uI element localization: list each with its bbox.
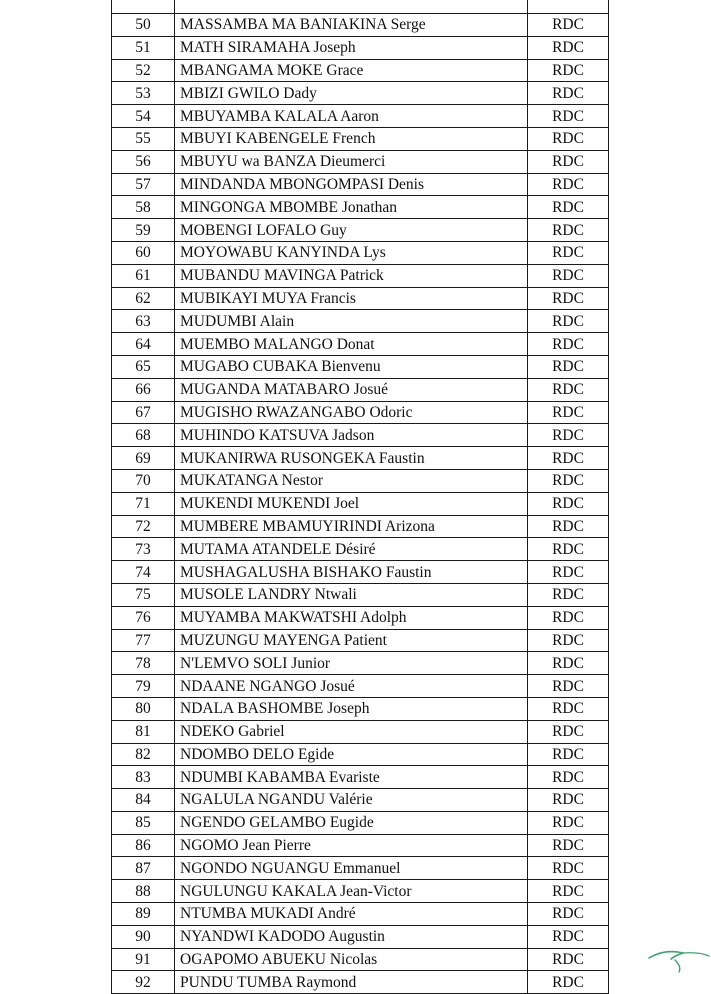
participant-name-cell: MUYAMBA MAKWATSHI Adolph [175,606,528,629]
participant-name-cell: NGALULA NGANDU Valérie [175,789,528,812]
participant-name-cell: MUMBERE MBAMUYIRINDI Arizona [175,515,528,538]
participant-name-cell: MBIZI GWILO Dady [175,82,528,105]
country-cell: RDC [528,424,609,447]
table-row [112,903,609,926]
row-number-cell: 60 [112,241,175,264]
participant-name-cell: NDALA BASHOMBE Joseph [175,697,528,720]
country-cell: RDC [528,561,609,584]
table-row [112,196,609,219]
participant-name-cell: MATH SIRAMAHA Joseph [175,36,528,59]
row-number-cell: 58 [112,196,175,219]
table-row [112,880,609,903]
table-row [112,310,609,333]
country-cell: RDC [528,903,609,926]
country-cell: RDC [528,811,609,834]
row-number-cell: 77 [112,629,175,652]
row-number-cell: 57 [112,173,175,196]
row-number-cell: 81 [112,720,175,743]
row-number-cell: 56 [112,150,175,173]
table-row [112,652,609,675]
row-number-cell: 73 [112,538,175,561]
table-row [112,82,609,105]
participants-table-body [112,0,609,994]
table-row [112,401,609,424]
row-number-cell: 89 [112,903,175,926]
table-row [112,355,609,378]
row-number-cell: 85 [112,811,175,834]
row-number-cell: 79 [112,675,175,698]
row-number-cell: 70 [112,469,175,492]
table-row [112,150,609,173]
row-number-cell: 71 [112,492,175,515]
row-number-cell: 67 [112,401,175,424]
country-cell: RDC [528,538,609,561]
country-cell: RDC [528,310,609,333]
row-number-cell: 76 [112,606,175,629]
table-row [112,333,609,356]
country-cell: RDC [528,219,609,242]
country-cell: RDC [528,925,609,948]
country-cell: RDC [528,948,609,971]
participant-name-cell: MUKATANGA Nestor [175,469,528,492]
country-cell [528,0,609,14]
participant-name-cell: MINGONGA MBOMBE Jonathan [175,196,528,219]
country-cell: RDC [528,105,609,128]
participant-name-cell [175,0,528,14]
participant-name-cell: N'LEMVO SOLI Junior [175,652,528,675]
country-cell: RDC [528,287,609,310]
participant-name-cell: MBUYAMBA KALALA Aaron [175,105,528,128]
row-number-cell: 74 [112,561,175,584]
participant-name-cell: NGENDO GELAMBO Eugide [175,811,528,834]
participant-name-cell: NDOMBO DELO Egide [175,743,528,766]
row-number-cell: 75 [112,583,175,606]
country-cell: RDC [528,492,609,515]
participant-name-cell: NGOMO Jean Pierre [175,834,528,857]
participants-table [111,0,609,994]
row-number-cell: 91 [112,948,175,971]
row-number-cell: 50 [112,14,175,37]
participant-name-cell: NTUMBA MUKADI André [175,903,528,926]
row-number-cell: 53 [112,82,175,105]
participant-name-cell: NDUMBI KABAMBA Evariste [175,766,528,789]
participant-name-cell: NYANDWI KADODO Augustin [175,925,528,948]
country-cell: RDC [528,447,609,470]
country-cell: RDC [528,697,609,720]
row-number-cell: 59 [112,219,175,242]
participant-name-cell: NGULUNGU KAKALA Jean-Victor [175,880,528,903]
participant-name-cell: MBUYU wa BANZA Dieumerci [175,150,528,173]
table-row [112,720,609,743]
row-number-cell: 78 [112,652,175,675]
country-cell: RDC [528,264,609,287]
row-number-cell: 84 [112,789,175,812]
table-row [112,173,609,196]
table-row [112,469,609,492]
participant-name-cell: MUDUMBI Alain [175,310,528,333]
row-number-cell: 55 [112,127,175,150]
participant-name-cell: NGONDO NGUANGU Emmanuel [175,857,528,880]
table-row [112,948,609,971]
country-cell: RDC [528,196,609,219]
participant-name-cell: PUNDU TUMBA Raymond [175,971,528,994]
country-cell: RDC [528,766,609,789]
country-cell: RDC [528,82,609,105]
country-cell: RDC [528,150,609,173]
participant-name-cell: MOYOWABU KANYINDA Lys [175,241,528,264]
participant-name-cell: MUGABO CUBAKA Bienvenu [175,355,528,378]
participant-name-cell: MBANGAMA MOKE Grace [175,59,528,82]
row-number-cell: 87 [112,857,175,880]
country-cell: RDC [528,378,609,401]
table-row [112,583,609,606]
participant-name-cell: MBUYI KABENGELE French [175,127,528,150]
row-number-cell: 86 [112,834,175,857]
participant-name-cell: MUSOLE LANDRY Ntwali [175,583,528,606]
row-number-cell: 66 [112,378,175,401]
row-number-cell: 92 [112,971,175,994]
table-row [112,971,609,994]
row-number-cell: 61 [112,264,175,287]
row-number-cell: 63 [112,310,175,333]
participant-name-cell: MUTAMA ATANDELE Désiré [175,538,528,561]
country-cell: RDC [528,355,609,378]
participant-name-cell: MUBIKAYI MUYA Francis [175,287,528,310]
country-cell: RDC [528,241,609,264]
participant-name-cell: NDEKO Gabriel [175,720,528,743]
participant-name-cell: MASSAMBA MA BANIAKINA Serge [175,14,528,37]
country-cell: RDC [528,789,609,812]
table-row [112,811,609,834]
row-number-cell: 88 [112,880,175,903]
table-row [112,424,609,447]
table-row [112,127,609,150]
table-row [112,36,609,59]
table-row [112,447,609,470]
participant-name-cell: NDAANE NGANGO Josué [175,675,528,698]
row-number-cell: 68 [112,424,175,447]
participant-name-cell: MOBENGI LOFALO Guy [175,219,528,242]
table-row [112,675,609,698]
country-cell: RDC [528,652,609,675]
row-number-cell: 64 [112,333,175,356]
participant-name-cell: MUKENDI MUKENDI Joel [175,492,528,515]
table-row [112,834,609,857]
country-cell: RDC [528,675,609,698]
row-number-cell: 83 [112,766,175,789]
participant-name-cell: MUKANIRWA RUSONGEKA Faustin [175,447,528,470]
participant-name-cell: MUGISHO RWAZANGABO Odoric [175,401,528,424]
table-row [112,857,609,880]
country-cell: RDC [528,36,609,59]
country-cell: RDC [528,173,609,196]
row-number-cell: 51 [112,36,175,59]
participant-name-cell: MUZUNGU MAYENGA Patient [175,629,528,652]
table-row [112,219,609,242]
table-row [112,59,609,82]
row-number-cell: 54 [112,105,175,128]
country-cell: RDC [528,14,609,37]
country-cell: RDC [528,401,609,424]
pen-signature-mark [645,936,711,972]
row-number-cell: 82 [112,743,175,766]
table-row [112,14,609,37]
participant-name-cell: MUEMBO MALANGO Donat [175,333,528,356]
country-cell: RDC [528,515,609,538]
country-cell: RDC [528,834,609,857]
row-number-cell: 65 [112,355,175,378]
country-cell: RDC [528,583,609,606]
participant-name-cell: MUHINDO KATSUVA Jadson [175,424,528,447]
country-cell: RDC [528,971,609,994]
participant-name-cell: MUGANDA MATABARO Josué [175,378,528,401]
table-row [112,743,609,766]
table-row [112,492,609,515]
table-row [112,629,609,652]
table-row [112,378,609,401]
table-row [112,606,609,629]
table-row [112,515,609,538]
row-number-cell [112,0,175,14]
table-row [112,105,609,128]
table-row [112,789,609,812]
row-number-cell: 80 [112,697,175,720]
country-cell: RDC [528,333,609,356]
row-number-cell: 62 [112,287,175,310]
table-row [112,287,609,310]
table-row [112,264,609,287]
participant-name-cell: MUSHAGALUSHA BISHAKO Faustin [175,561,528,584]
table-row [112,538,609,561]
table-row [112,0,609,14]
row-number-cell: 52 [112,59,175,82]
country-cell: RDC [528,629,609,652]
table-row [112,561,609,584]
table-row [112,697,609,720]
table-row [112,241,609,264]
table-row [112,766,609,789]
country-cell: RDC [528,743,609,766]
country-cell: RDC [528,857,609,880]
country-cell: RDC [528,720,609,743]
row-number-cell: 69 [112,447,175,470]
table-row [112,925,609,948]
country-cell: RDC [528,127,609,150]
participant-name-cell: MINDANDA MBONGOMPASI Denis [175,173,528,196]
row-number-cell: 90 [112,925,175,948]
country-cell: RDC [528,880,609,903]
country-cell: RDC [528,469,609,492]
country-cell: RDC [528,59,609,82]
participant-name-cell: OGAPOMO ABUEKU Nicolas [175,948,528,971]
country-cell: RDC [528,606,609,629]
participant-name-cell: MUBANDU MAVINGA Patrick [175,264,528,287]
row-number-cell: 72 [112,515,175,538]
